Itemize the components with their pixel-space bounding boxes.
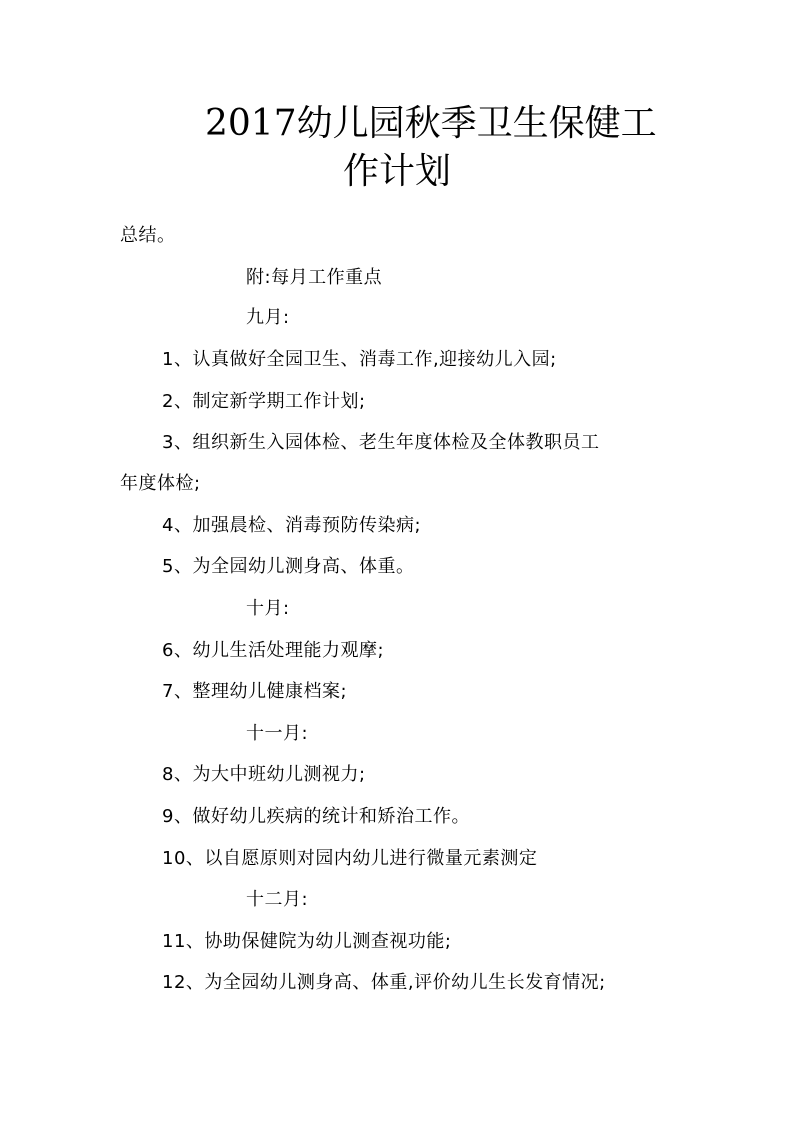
text-line-summary: 总结。 [120,225,176,246]
heading-appendix: 附:每月工作重点 [246,267,383,288]
list-item-3-continuation: 年度体检; [120,473,201,494]
list-item-9: 9、做好幼儿疾病的统计和矫治工作。 [162,806,470,827]
list-item-3: 3、组织新生入园体检、老生年度体检及全体教职员工 [162,432,600,453]
list-item-8: 8、为大中班幼儿测视力; [162,764,366,785]
list-item-5: 5、为全园幼儿测身高、体重。 [162,556,415,577]
heading-november: 十一月: [246,723,309,744]
list-item-6: 6、幼儿生活处理能力观摩; [162,640,385,661]
list-item-4: 4、加强晨检、消毒预防传染病; [162,515,422,536]
list-item-1: 1、认真做好全园卫生、消毒工作,迎接幼儿入园; [162,349,557,370]
document-title-line-2: 作计划 [343,151,452,192]
list-item-12: 12、为全园幼儿测身高、体重,评价幼儿生长发育情况; [162,972,606,993]
heading-october: 十月: [246,598,290,619]
list-item-7: 7、整理幼儿健康档案; [162,681,348,702]
heading-december: 十二月: [246,889,309,910]
document-title-line-1: 2017幼儿园秋季卫生保健工 [205,103,657,144]
list-item-10: 10、以自愿原则对园内幼儿进行微量元素测定 [162,848,538,869]
heading-september: 九月: [246,307,290,328]
list-item-11: 11、协助保健院为幼儿测查视功能; [162,931,452,952]
list-item-2: 2、制定新学期工作计划; [162,391,366,412]
